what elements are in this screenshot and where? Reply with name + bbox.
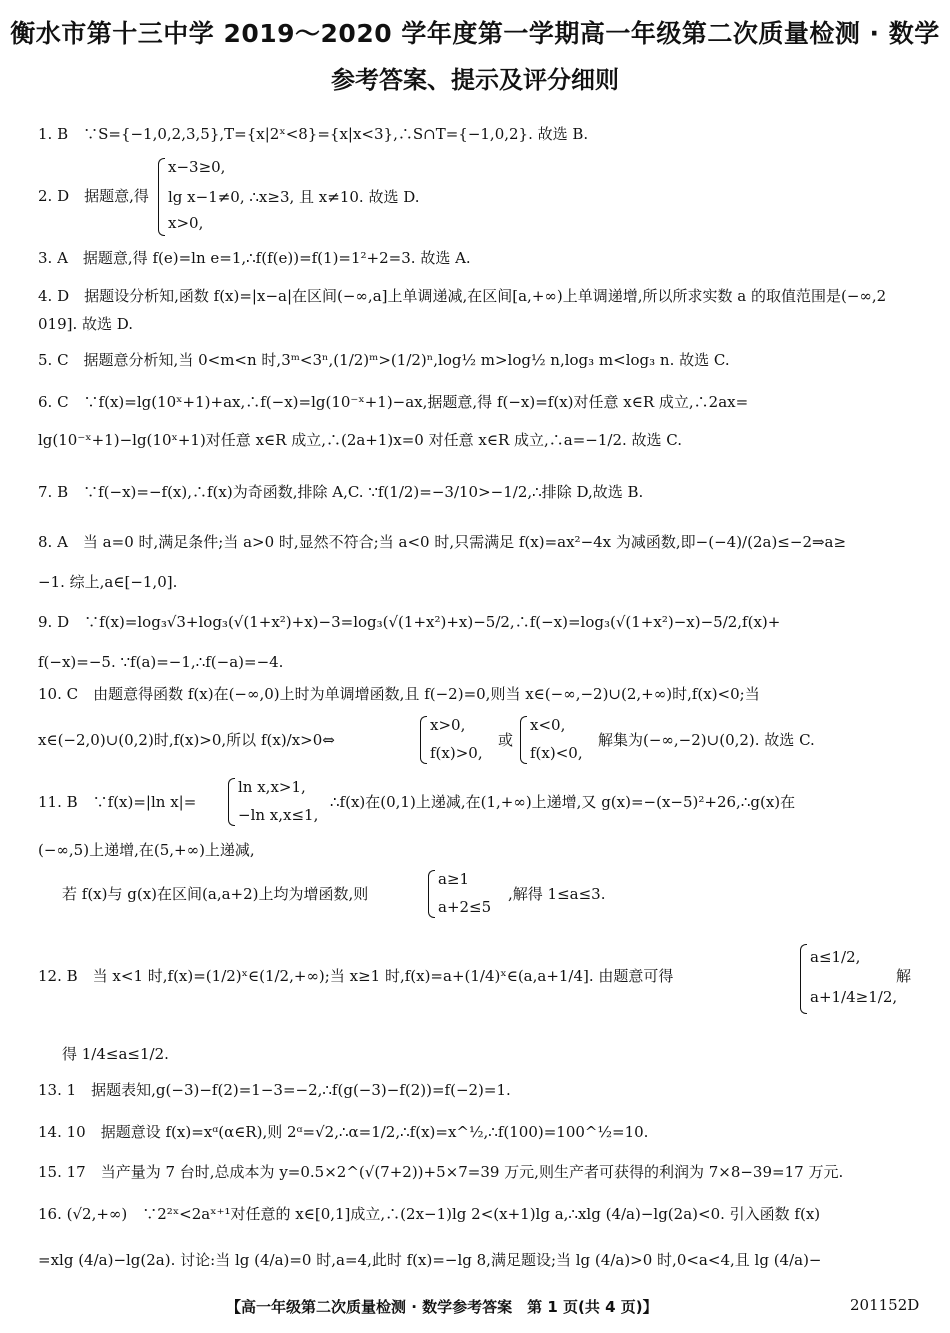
answer-11-eq-1: ln x,x>1,: [238, 778, 306, 796]
answer-10-sys-a-1: x>0,: [430, 716, 466, 734]
answer-9-line-2: f(−x)=−5. ∵f(a)=−1,∴f(−a)=−4.: [38, 653, 284, 671]
document-subtitle: 参考答案、提示及评分细则: [331, 66, 619, 94]
answer-12-tail: 解: [896, 967, 912, 985]
answer-12-system: [800, 942, 900, 1016]
answer-11-lead-3: 若 f(x)与 g(x)在区间(a,a+2)上均为增函数,则: [62, 885, 369, 903]
answer-10-tail: 解集为(−∞,−2)∪(0,2). 故选 C.: [598, 731, 815, 749]
answer-2-lead: 2. D 据题意,得: [38, 187, 149, 205]
answer-6-line-2: lg(10⁻ˣ+1)−lg(10ˣ+1)对任意 x∈R 成立,∴(2a+1)x=0 对任意 x∈R 成立,∴a=−1/2. 故选 C.: [38, 431, 683, 449]
answer-11-lead: 11. B ∵f(x)=|ln x|=: [38, 793, 197, 811]
answer-12-line-2: 得 1/4≤a≤1/2.: [62, 1045, 169, 1063]
answer-10-system-a: [420, 714, 500, 766]
answer-3: 3. A 据题意,得 f(e)=ln e=1,∴f(f(e))=f(1)=1²+2=3. 故选 A.: [38, 249, 471, 267]
document-title: 衡水市第十三中学 2019～2020 学年度第一学期高一年级第二次质量检测 · 数学: [10, 19, 940, 48]
footer-label: 【高一年级第二次质量检测 · 数学参考答案 第 1 页(共 4 页)】: [226, 1298, 658, 1316]
answer-12-eq-2: a+1/4≥1/2,: [810, 988, 898, 1006]
answer-11-line-2: (−∞,5)上递增,在(5,+∞)上递减,: [38, 841, 255, 859]
answer-16-line-1: 16. (√2,+∞) ∵2²ˣ<2aˣ⁺¹对任意的 x∈[0,1]成立,∴(2x−1)lg 2<(x+1)lg a,∴xlg (4/a)−lg(2a)<0. 引入函数 f(x): [38, 1205, 821, 1223]
answer-12-lead: 12. B 当 x<1 时,f(x)=(1/2)ˣ∈(1/2,+∞);当 x≥1 时,f(x)=a+(1/4)ˣ∈(a,a+1/4]. 由题意可得: [38, 967, 674, 985]
answer-6-line-1: 6. C ∵f(x)=lg(10ˣ+1)+ax,∴f(−x)=lg(10⁻ˣ+1)−ax,据题意,得 f(−x)=f(x)对任意 x∈R 成立,∴2ax=: [38, 393, 749, 411]
answer-9-line-1: 9. D ∵f(x)=log₃√3+log₃(√(1+x²)+x)−3=log₃(√(1+x²)+x)−5/2,∴f(−x)=log₃(√(1+x²)−x)−5/2,f(x)+: [38, 613, 781, 631]
answer-14: 14. 10 据题意设 f(x)=xᵅ(α∈R),则 2ᵅ=√2,∴α=1/2,∴f(x)=x^½,∴f(100)=100^½=10.: [38, 1123, 649, 1141]
answer-11-tail-3: ,解得 1≤a≤3.: [508, 885, 606, 903]
answer-11-eq-2: −ln x,x≤1,: [238, 806, 319, 824]
answer-2-eq-1: x−3≥0,: [168, 158, 226, 176]
answer-5: 5. C 据题意分析知,当 0<m<n 时,3ᵐ<3ⁿ,(1/2)ᵐ>(1/2)ⁿ,log½ m>log½ n,log₃ m<log₃ n. 故选 C.: [38, 351, 730, 369]
answer-10-lead: x∈(−2,0)∪(0,2)时,f(x)>0,所以 f(x)/x>0⇔: [38, 731, 335, 749]
answer-8-line-2: −1. 综上,a∈[−1,0].: [38, 573, 178, 591]
answer-2-system: [158, 156, 558, 238]
answer-7: 7. B ∵f(−x)=−f(x),∴f(x)为奇函数,排除 A,C. ∵f(1/2)=−3/10>−1/2,∴排除 D,故选 B.: [38, 483, 644, 501]
answer-10-system-b: [520, 714, 600, 766]
answer-10-sys-b-2: f(x)<0,: [530, 744, 583, 762]
footer-code: 201152D: [850, 1296, 920, 1314]
answer-13: 13. 1 据题表知,g(−3)−f(2)=1−3=−2,∴f(g(−3)−f(2))=f(−2)=1.: [38, 1081, 511, 1099]
answer-11-tail: ∴f(x)在(0,1)上递减,在(1,+∞)上递增,又 g(x)=−(x−5)²+26,∴g(x)在: [330, 793, 796, 811]
answer-16-line-2: =xlg (4/a)−lg(2a). 讨论:当 lg (4/a)=0 时,a=4,此时 f(x)=−lg 8,满足题设;当 lg (4/a)>0 时,0<a<4,且 lg (4/a)−: [38, 1251, 822, 1269]
answer-1: 1. B ∵S={−1,0,2,3,5},T={x|2ˣ<8}={x|x<3},∴S∩T={−1,0,2}. 故选 B.: [38, 125, 589, 143]
answer-2-eq-3: x>0,: [168, 214, 204, 232]
answer-10-sys-a-2: f(x)>0,: [430, 744, 483, 762]
answer-10-line-1: 10. C 由题意得函数 f(x)在(−∞,0)上时为单调增函数,且 f(−2)=0,则当 x∈(−∞,−2)∪(2,+∞)时,f(x)<0;当: [38, 685, 760, 703]
answer-10-sys-b-1: x<0,: [530, 716, 566, 734]
answer-15: 15. 17 当产量为 7 台时,总成本为 y=0.5×2^(√(7+2))+5×7=39 万元,则生产者可获得的利润为 7×8−39=17 万元.: [38, 1163, 844, 1181]
answer-12-eq-1: a≤1/2,: [810, 948, 861, 966]
answer-4: 4. D 据题设分析知,函数 f(x)=|x−a|在区间(−∞,a]上单调递减,在区间[a,+∞)上单调递增,所以所求实数 a 的取值范围是(−∞,2 019]. 故选 D.: [38, 287, 887, 333]
answer-11-system-3: [428, 868, 508, 920]
answer-8-line-1: 8. A 当 a=0 时,满足条件;当 a>0 时,显然不符合;当 a<0 时,只需满足 f(x)=ax²−4x 为减函数,即−(−4)/(2a)≤−2⇒a≥: [38, 533, 847, 551]
answer-11-sys3-eq-2: a+2≤5: [438, 898, 492, 916]
answer-2-eq-2: lg x−1≠0, ∴x≥3, 且 x≠10. 故选 D.: [168, 188, 420, 206]
answer-11-sys3-eq-1: a≥1: [438, 870, 470, 888]
answer-10-or: 或: [498, 731, 514, 749]
answer-11-system: [228, 776, 328, 828]
